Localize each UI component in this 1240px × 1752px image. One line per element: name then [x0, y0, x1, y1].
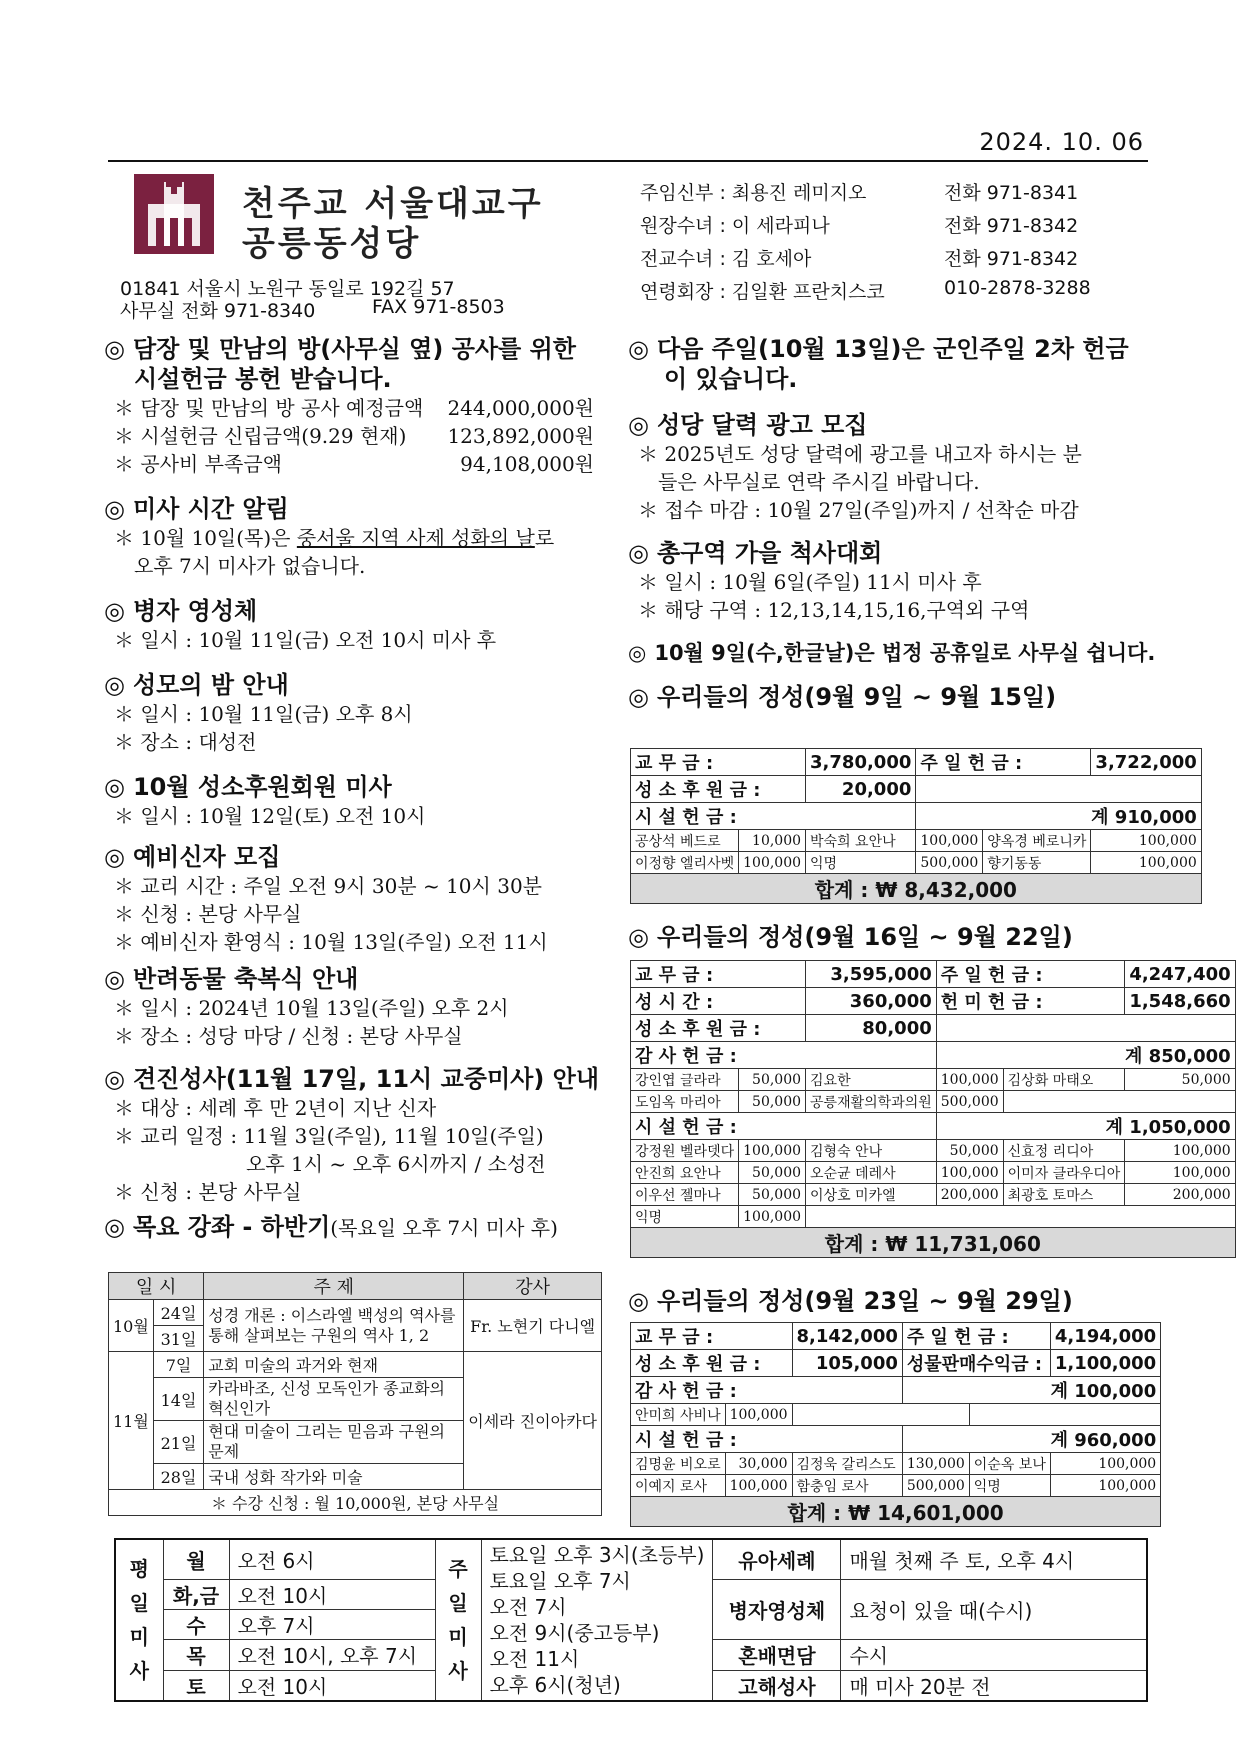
- offering-amount: 계 910,000: [916, 803, 1201, 830]
- sunday-time: 오전 11시: [489, 1647, 580, 1671]
- table-row: [631, 1323, 1161, 1350]
- day-cell: 14일: [153, 1378, 203, 1421]
- sick-communion-title: 병자 영성체: [132, 597, 258, 625]
- notice-heading: ◎ 견진성사(11월 17일, 11시 교중미사) 안내: [104, 1065, 600, 1093]
- offering-week2-title: 우리들의 정성(9월 16일 ~ 9월 22일): [656, 923, 1073, 951]
- offering-label: 성 소 후 원 금 :: [631, 1350, 793, 1377]
- schedule-time: 오전 10시, 오후 7시: [229, 1640, 435, 1670]
- donor-name: 이예지 로사: [631, 1475, 726, 1497]
- lecture-title: 목요 강좌 - 하반기: [132, 1213, 331, 1241]
- donor-amount: 100,000: [936, 1162, 1003, 1184]
- confirmation-title: 견진성사(11월 17일, 11시 교중미사) 안내: [132, 1065, 600, 1093]
- notice-heading: ◎ 우리들의 정성(9월 9일 ~ 9월 15일): [628, 683, 1057, 711]
- staff-role: 연령회장 : 김일환 프란치스코: [640, 281, 885, 303]
- notice-heading: ◎ 우리들의 정성(9월 16일 ~ 9월 22일): [628, 923, 1073, 951]
- table-row: [631, 1015, 1236, 1042]
- offering-amount: 20,000: [806, 776, 916, 803]
- sick-communion-line: ＊ 일시 : 10월 11일(금) 오전 10시 미사 후: [114, 628, 497, 652]
- notice-heading: ◎ 목요 강좌 - 하반기(목요일 오후 7시 미사 후): [104, 1213, 558, 1241]
- pet-blessing-line: ＊ 장소 : 성당 마당 / 신청 : 본당 사무실: [114, 1024, 463, 1048]
- offering-label: 시 설 헌 금 :: [631, 1426, 903, 1453]
- month-cell: 10월: [109, 1300, 154, 1352]
- offering-amount: 4,247,400: [1125, 961, 1235, 988]
- donor-name: 안진희 요안나: [631, 1162, 739, 1184]
- sunday-mass-times: [481, 1539, 713, 1701]
- schedule-day: 수: [163, 1609, 229, 1639]
- topic-cell: 성경 개론 : 이스라엘 백성의 역사를 통해 살펴보는 구원의 역사 1, 2: [204, 1300, 464, 1352]
- staff-row: [640, 244, 1120, 277]
- staff-row: [640, 277, 1120, 310]
- empty-cell: [792, 1404, 969, 1426]
- donor-name: 양옥경 베로니카: [983, 830, 1091, 852]
- fund-item: [104, 450, 594, 478]
- donor-amount: 500,000: [936, 1091, 1003, 1113]
- donor-name: 박숙희 요안나: [806, 830, 916, 852]
- donor-name: 익명: [969, 1475, 1050, 1497]
- donor-amount: 50,000: [739, 1162, 806, 1184]
- mass-time-line: 오후 7시 미사가 없습니다.: [134, 554, 366, 578]
- offering-label: 주 일 헌 금 :: [936, 961, 1125, 988]
- offering-table-week3: [630, 1322, 1161, 1527]
- sunday-time: 오전 9시(중고등부): [489, 1621, 660, 1645]
- table-row: [631, 830, 1202, 852]
- notice-heading: ◎ 우리들의 정성(9월 23일 ~ 9월 29일): [628, 1287, 1073, 1315]
- calendar-ad-line: ＊ 접수 마감 : 10월 27일(주일)까지 / 선착순 마감: [638, 498, 1079, 522]
- sunday-time: 토요일 오후 7시: [489, 1569, 631, 1593]
- donor-name: 강정원 벨라뎃다: [631, 1140, 739, 1162]
- month-cell: 11월: [109, 1352, 154, 1490]
- catechumen-line: ＊ 신청 : 본당 사무실: [114, 902, 302, 926]
- pet-blessing-title: 반려동물 축복식 안내: [132, 965, 359, 993]
- offering-amount: 계 1,050,000: [936, 1113, 1235, 1140]
- sacrament-label: 유아세례: [713, 1539, 841, 1579]
- column-header: 일 시: [109, 1273, 204, 1300]
- weekday-mass-label: 평 일 미 사: [115, 1539, 163, 1701]
- offering-label: 주 일 헌 금 :: [902, 1323, 1050, 1350]
- donor-amount: 50,000: [936, 1140, 1003, 1162]
- fund-title-cont: 시설헌금 봉헌 받습니다.: [134, 365, 392, 393]
- lecture-note: ＊ 수강 신청 : 월 10,000원, 본당 사무실: [109, 1490, 602, 1516]
- offering-total: 합계 : ₩ 14,601,000: [631, 1497, 1161, 1527]
- lecture-table: [108, 1272, 602, 1516]
- offering-label: 성물판매수익금 :: [902, 1350, 1050, 1377]
- sacrament-label: 혼배면담: [713, 1640, 841, 1670]
- offering-label: 주 일 헌 금 :: [916, 749, 1091, 776]
- offering-label: 성 시 간 :: [631, 988, 806, 1015]
- left-column: [104, 334, 604, 1243]
- notice-heading: ◎ 미사 시간 알림: [104, 495, 289, 523]
- table-row: [631, 874, 1202, 904]
- staff-tel: 010-2878-3288: [944, 277, 1091, 299]
- donor-amount: 100,000: [1125, 1162, 1235, 1184]
- cathedral-icon: [134, 174, 214, 254]
- bulletin-date: 2024. 10. 06: [979, 128, 1144, 156]
- offering-amount: 3,780,000: [806, 749, 916, 776]
- donor-name: 이순옥 보나: [969, 1453, 1050, 1475]
- confirmation-line: 오후 1시 ~ 오후 6시까지 / 소성전: [246, 1152, 546, 1176]
- donor-name: 함충임 로사: [792, 1475, 902, 1497]
- soldier-sunday-title: 다음 주일(10월 13일)은 군인주일 2차 헌금: [656, 335, 1129, 363]
- table-row: [631, 1497, 1161, 1527]
- table-row: [631, 1113, 1236, 1140]
- table-row: [631, 1404, 1161, 1426]
- donor-name: 이우선 젤마나: [631, 1184, 739, 1206]
- donor-amount: 100,000: [1050, 1453, 1160, 1475]
- vocation-mass-line: ＊ 일시 : 10월 12일(토) 오전 10시: [114, 804, 426, 828]
- donor-name: 김형숙 안나: [806, 1140, 937, 1162]
- donor-name: 김명윤 비오로: [631, 1453, 726, 1475]
- table-row: [631, 1453, 1161, 1475]
- empty-cell: [806, 1206, 1236, 1228]
- sacrament-label: 고해성사: [713, 1670, 841, 1701]
- table-row: [631, 749, 1202, 776]
- table-row: [631, 1206, 1236, 1228]
- topic-cell: 교회 미술의 과거와 현재: [204, 1352, 464, 1378]
- donor-amount: 100,000: [1050, 1475, 1160, 1497]
- district-event-title: 총구역 가을 척사대회: [656, 539, 883, 567]
- table-row: [631, 852, 1202, 874]
- sacrament-time: 매 미사 20분 전: [841, 1670, 1147, 1701]
- table-row: [631, 988, 1236, 1015]
- table-row: [631, 1091, 1236, 1113]
- confirmation-line: ＊ 대상 : 세례 후 만 2년이 지난 신자: [114, 1096, 437, 1120]
- parish-address: 01841 서울시 노원구 동일로 192길 57: [120, 278, 455, 300]
- right-column: [628, 334, 1156, 712]
- day-cell: 24일: [153, 1300, 203, 1326]
- empty-cell: [916, 776, 1201, 803]
- mass-time-line: [104, 524, 604, 552]
- donor-amount: 500,000: [902, 1475, 969, 1497]
- offering-amount: 3,595,000: [806, 961, 937, 988]
- catechumen-title: 예비신자 모집: [132, 843, 281, 871]
- offering-total: 합계 : ₩ 8,432,000: [631, 874, 1202, 904]
- fund-item-value: 244,000,000원: [447, 396, 594, 420]
- offering-amount: 계 100,000: [902, 1377, 1160, 1404]
- empty-cell: [936, 1015, 1235, 1042]
- donor-name: 익명: [806, 852, 916, 874]
- mass-time-title: 미사 시간 알림: [132, 495, 289, 523]
- column-header: 강사: [464, 1273, 602, 1300]
- sacrament-time: 매월 첫째 주 토, 오후 4시: [841, 1539, 1147, 1579]
- donor-name: 공상석 베드로: [631, 830, 739, 852]
- donor-name: 김정욱 갈리스도: [792, 1453, 902, 1475]
- donor-amount: 30,000: [725, 1453, 792, 1475]
- offering-label: 감 사 헌 금 :: [631, 1042, 937, 1069]
- donor-amount: 10,000: [739, 830, 806, 852]
- schedule-day: 목: [163, 1640, 229, 1670]
- fund-item-value: 123,892,000원: [447, 424, 594, 448]
- offering-amount: 4,194,000: [1050, 1323, 1160, 1350]
- day-cell: 28일: [153, 1464, 203, 1490]
- calendar-ad-title: 성당 달력 광고 모집: [656, 411, 868, 439]
- schedule-day: 화,금: [163, 1579, 229, 1609]
- table-row: [631, 1042, 1236, 1069]
- donor-name: 오순균 데레사: [806, 1162, 937, 1184]
- offering-table-week2: [630, 960, 1236, 1258]
- table-row: [631, 776, 1202, 803]
- table-row: [109, 1490, 602, 1516]
- offering-label: 교 무 금 :: [631, 749, 806, 776]
- speaker-cell: Fr. 노현기 다니엘: [464, 1300, 602, 1352]
- confirmation-line: ＊ 교리 일정 : 11월 3일(주일), 11월 10일(주일): [114, 1124, 544, 1148]
- topic-cell: 현대 미술이 그리는 믿음과 구원의 문제: [204, 1421, 464, 1464]
- donor-name: 도임옥 마리아: [631, 1091, 739, 1113]
- table-row: [631, 1069, 1236, 1091]
- table-row: [631, 1162, 1236, 1184]
- donor-amount: 100,000: [739, 1206, 806, 1228]
- donor-name: 익명: [631, 1206, 739, 1228]
- donor-name: 김상화 마태오: [1003, 1069, 1125, 1091]
- donor-amount: 200,000: [936, 1184, 1003, 1206]
- donor-name: 안미희 사비나: [631, 1404, 726, 1426]
- mary-night-line: ＊ 장소 : 대성전: [114, 730, 257, 754]
- notice-heading: ◎ 성모의 밤 안내: [104, 671, 289, 699]
- donor-name: 이상호 미카엘: [806, 1184, 937, 1206]
- donor-amount: 500,000: [916, 852, 983, 874]
- parish-name-line1: 천주교 서울대교구: [242, 184, 544, 224]
- offering-amount: 1,548,660: [1125, 988, 1235, 1015]
- donor-amount: 100,000: [739, 1140, 806, 1162]
- notice-heading: ◎ 성당 달력 광고 모집: [628, 411, 868, 439]
- day-cell: 31일: [153, 1326, 203, 1352]
- staff-tel: 전화 971-8341: [944, 182, 1079, 204]
- office-phone: 사무실 전화 971-8340: [120, 300, 316, 322]
- offering-amount: 3,722,000: [1091, 749, 1201, 776]
- donor-amount: 100,000: [1125, 1140, 1235, 1162]
- mary-night-title: 성모의 밤 안내: [132, 671, 289, 699]
- vocation-mass-title: 10월 성소후원회원 미사: [132, 773, 392, 801]
- donor-name: 김요한: [806, 1069, 937, 1091]
- staff-list: [640, 178, 1120, 310]
- day-cell: 7일: [153, 1352, 203, 1378]
- fund-item-label: ＊ 시설헌금 신립금액(9.29 현재): [114, 424, 407, 448]
- donor-name: 강인엽 글라라: [631, 1069, 739, 1091]
- offering-amount: 360,000: [806, 988, 937, 1015]
- topic-cell: 국내 성화 작가와 미술: [204, 1464, 464, 1490]
- donor-name: 최광호 토마스: [1003, 1184, 1125, 1206]
- sunday-time: 오전 7시: [489, 1595, 567, 1619]
- lecture-subtitle: (목요일 오후 7시 미사 후): [330, 1216, 558, 1240]
- parish-logo: [134, 174, 544, 264]
- donor-name: 이미자 클라우디아: [1003, 1162, 1125, 1184]
- table-row: [631, 961, 1236, 988]
- offering-label: 시 설 헌 금 :: [631, 803, 916, 830]
- fund-item-label: ＊ 담장 및 만남의 방 공사 예정금액: [114, 396, 424, 420]
- donor-amount: 50,000: [739, 1091, 806, 1113]
- staff-tel: 전화 971-8342: [944, 248, 1079, 270]
- donor-amount: 50,000: [1125, 1069, 1235, 1091]
- notice-heading: ◎ 예비신자 모집: [104, 843, 281, 871]
- offering-amount: 105,000: [792, 1350, 902, 1377]
- fund-title: 담장 및 만남의 방(사무실 옆) 공사를 위한: [132, 335, 576, 363]
- catechumen-line: ＊ 예비신자 환영식 : 10월 13일(주일) 오전 11시: [114, 930, 548, 954]
- donor-amount: 100,000: [1091, 852, 1201, 874]
- table-row: [109, 1352, 602, 1378]
- mass-text-underlined: 중서울 지역 사제 성화의 날: [296, 526, 535, 550]
- offering-total: 합계 : ₩ 11,731,060: [631, 1228, 1236, 1258]
- speaker-cell: 이세라 진이아카다: [464, 1352, 602, 1490]
- day-cell: 21일: [153, 1421, 203, 1464]
- table-row: [109, 1300, 602, 1326]
- notice-heading: ◎ 10월 9일(수,한글날)은 법정 공휴일로 사무실 쉽니다.: [628, 641, 1156, 665]
- donor-name: 이정향 엘리사벳: [631, 852, 739, 874]
- table-header-row: [109, 1273, 602, 1300]
- offering-amount: 1,100,000: [1050, 1350, 1160, 1377]
- empty-cell: [969, 1404, 1160, 1426]
- mass-text: ＊ 10월 10일(목)은: [114, 526, 297, 550]
- staff-role: 전교수녀 : 김 호세아: [640, 248, 812, 270]
- pet-blessing-line: ＊ 일시 : 2024년 10월 13일(주일) 오후 2시: [114, 996, 509, 1020]
- table-row: [115, 1539, 1147, 1579]
- sunday-time: 토요일 오후 3시(초등부): [489, 1543, 705, 1567]
- mary-night-line: ＊ 일시 : 10월 11일(금) 오후 8시: [114, 702, 413, 726]
- donor-name: 신효정 리디아: [1003, 1140, 1125, 1162]
- offering-label: 교 무 금 :: [631, 961, 806, 988]
- offering-table-week1: [630, 748, 1202, 904]
- schedule-time: 오전 10시: [229, 1670, 435, 1701]
- offering-label: 성 소 후 원 금 :: [631, 776, 806, 803]
- office-fax: FAX 971-8503: [372, 296, 505, 318]
- donor-amount: 130,000: [902, 1453, 969, 1475]
- donor-amount: 100,000: [916, 830, 983, 852]
- offering-label: 시 설 헌 금 :: [631, 1113, 937, 1140]
- topic-cell: 카라바조, 신성 모독인가 종교화의 혁신인가: [204, 1378, 464, 1421]
- district-event-line: ＊ 일시 : 10월 6일(주일) 11시 미사 후: [638, 570, 982, 594]
- offering-week3-title: 우리들의 정성(9월 23일 ~ 9월 29일): [656, 1287, 1073, 1315]
- donor-amount: 100,000: [739, 852, 806, 874]
- fund-item-label: ＊ 공사비 부족금액: [114, 452, 282, 476]
- sacrament-time: 요청이 있을 때(수시): [841, 1579, 1147, 1640]
- fund-item-value: 94,108,000원: [460, 452, 594, 476]
- column-header: 주 제: [204, 1273, 464, 1300]
- district-event-line: ＊ 해당 구역 : 12,13,14,15,16,구역외 구역: [638, 598, 1030, 622]
- sunday-time: 오후 6시(청년): [489, 1673, 621, 1697]
- fund-item: [104, 394, 594, 422]
- donor-amount: 50,000: [739, 1184, 806, 1206]
- donor-name: 향기동동: [983, 852, 1091, 874]
- notice-heading: ◎ 담장 및 만남의 방(사무실 옆) 공사를 위한: [104, 335, 576, 363]
- offering-amount: 80,000: [806, 1015, 937, 1042]
- donor-amount: 50,000: [739, 1069, 806, 1091]
- schedule-time: 오후 7시: [229, 1609, 435, 1639]
- schedule-day: 토: [163, 1670, 229, 1701]
- calendar-ad-line: ＊ 2025년도 성당 달력에 광고를 내고자 하시는 분: [638, 442, 1082, 466]
- donor-name: 공릉재활의학과의원: [806, 1091, 937, 1113]
- table-row: [631, 1350, 1161, 1377]
- donor-amount: 100,000: [1091, 830, 1201, 852]
- offering-week1-title: 우리들의 정성(9월 9일 ~ 9월 15일): [656, 683, 1057, 711]
- header-divider: [108, 160, 1148, 162]
- confirmation-line: ＊ 신청 : 본당 사무실: [114, 1180, 302, 1204]
- sunday-mass-label: 주 일 미 사: [435, 1539, 481, 1701]
- table-row: [631, 1377, 1161, 1404]
- table-row: [631, 1475, 1161, 1497]
- schedule-time: 오전 6시: [229, 1539, 435, 1579]
- notice-heading: ◎ 병자 영성체: [104, 597, 258, 625]
- parish-name-line2: 공릉동성당: [242, 224, 422, 264]
- catechumen-line: ＊ 교리 시간 : 주일 오전 9시 30분 ~ 10시 30분: [114, 874, 542, 898]
- offering-label: 성 소 후 원 금 :: [631, 1015, 806, 1042]
- staff-row: [640, 211, 1120, 244]
- sacrament-label: 병자영성체: [713, 1579, 841, 1640]
- table-row: [631, 1140, 1236, 1162]
- staff-row: [640, 178, 1120, 211]
- table-row: [631, 1184, 1236, 1206]
- mass-text: 로: [534, 526, 555, 550]
- holiday-notice: 10월 9일(수,한글날)은 법정 공휴일로 사무실 쉽니다.: [654, 641, 1156, 665]
- schedule-day: 월: [163, 1539, 229, 1579]
- table-row: [631, 1426, 1161, 1453]
- staff-role: 원장수녀 : 이 세라피나: [640, 215, 830, 237]
- fund-item: [104, 422, 594, 450]
- table-row: [631, 1228, 1236, 1258]
- offering-amount: 계 850,000: [936, 1042, 1235, 1069]
- notice-heading: ◎ 다음 주일(10월 13일)은 군인주일 2차 헌금: [628, 335, 1129, 363]
- offering-label: 헌 미 헌 금 :: [936, 988, 1125, 1015]
- offering-label: 감 사 헌 금 :: [631, 1377, 903, 1404]
- offering-label: 교 무 금 :: [631, 1323, 793, 1350]
- donor-amount: 100,000: [725, 1404, 792, 1426]
- calendar-ad-line: 들은 사무실로 연락 주시길 바랍니다.: [658, 470, 980, 494]
- notice-heading: ◎ 10월 성소후원회원 미사: [104, 773, 392, 801]
- staff-role: 주임신부 : 최용진 레미지오: [640, 182, 867, 204]
- soldier-sunday-title-cont: 이 있습니다.: [664, 365, 798, 393]
- donor-amount: 200,000: [1125, 1184, 1235, 1206]
- notice-heading: ◎ 총구역 가을 척사대회: [628, 539, 883, 567]
- offering-amount: 계 960,000: [902, 1426, 1160, 1453]
- donor-amount: 100,000: [725, 1475, 792, 1497]
- sacrament-time: 수시: [841, 1640, 1147, 1670]
- notice-heading: ◎ 반려동물 축복식 안내: [104, 965, 359, 993]
- empty-cell: [1003, 1091, 1235, 1113]
- donor-amount: 100,000: [936, 1069, 1003, 1091]
- table-row: [631, 803, 1202, 830]
- staff-tel: 전화 971-8342: [944, 215, 1079, 237]
- offering-amount: 8,142,000: [792, 1323, 902, 1350]
- mass-schedule-table: [114, 1538, 1148, 1702]
- schedule-time: 오전 10시: [229, 1579, 435, 1609]
